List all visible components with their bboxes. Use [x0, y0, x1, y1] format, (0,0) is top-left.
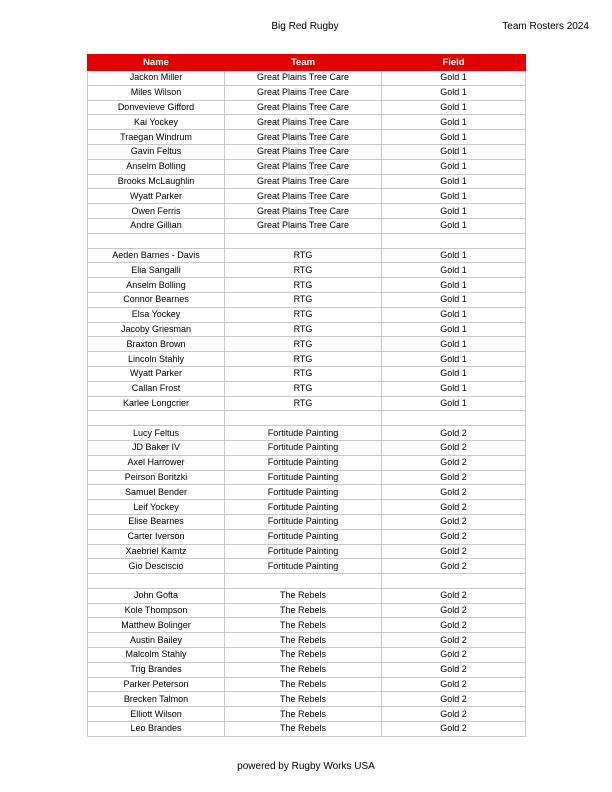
cell-team: Great Plains Tree Care [225, 115, 382, 130]
cell-field: Gold 2 [382, 648, 526, 663]
cell-team: The Rebels [225, 677, 382, 692]
cell-team: The Rebels [225, 692, 382, 707]
cell-team: Great Plains Tree Care [225, 159, 382, 174]
cell-name: Trig Brandes [88, 662, 225, 677]
cell-team: RTG [225, 292, 382, 307]
cell-field: Gold 1 [382, 278, 526, 293]
table-row [88, 559, 526, 574]
cell-team: RTG [225, 396, 382, 411]
cell-field [382, 411, 526, 426]
cell-field: Gold 2 [382, 603, 526, 618]
table-row [88, 189, 526, 204]
cell-team: Fortitude Painting [225, 455, 382, 470]
cell-team: The Rebels [225, 648, 382, 663]
cell-field: Gold 1 [382, 174, 526, 189]
cell-field: Gold 1 [382, 115, 526, 130]
cell-team: The Rebels [225, 662, 382, 677]
cell-team: Fortitude Painting [225, 529, 382, 544]
cell-field: Gold 2 [382, 514, 526, 529]
cell-name: Braxton Brown [88, 337, 225, 352]
cell-field: Gold 1 [382, 322, 526, 337]
cell-field: Gold 1 [382, 218, 526, 233]
cell-name: Callan Frost [88, 381, 225, 396]
cell-team: Fortitude Painting [225, 500, 382, 515]
table-header-row [88, 55, 526, 71]
cell-field: Gold 1 [382, 292, 526, 307]
cell-team: Fortitude Painting [225, 544, 382, 559]
cell-name: Owen Ferris [88, 204, 225, 219]
cell-name: Carter Iverson [88, 529, 225, 544]
cell-team: RTG [225, 248, 382, 263]
cell-name: Aeden Barnes - Davis [88, 248, 225, 263]
cell-team: Fortitude Painting [225, 426, 382, 441]
cell-team: Great Plains Tree Care [225, 174, 382, 189]
cell-field: Gold 1 [382, 337, 526, 352]
cell-field: Gold 2 [382, 618, 526, 633]
cell-field: Gold 2 [382, 662, 526, 677]
table-row [88, 500, 526, 515]
footer-credit: powered by Rugby Works USA [237, 761, 375, 772]
table-row [88, 218, 526, 233]
column-header-team: Team [225, 55, 382, 71]
cell-name: Anselm Bolling [88, 159, 225, 174]
cell-field: Gold 1 [382, 307, 526, 322]
cell-name: Traegan Windrum [88, 130, 225, 145]
cell-field: Gold 2 [382, 633, 526, 648]
cell-team: Fortitude Painting [225, 470, 382, 485]
table-row [88, 529, 526, 544]
cell-field: Gold 1 [382, 130, 526, 145]
cell-field: Gold 2 [382, 470, 526, 485]
cell-name: Jacoby Griesman [88, 322, 225, 337]
cell-team: RTG [225, 322, 382, 337]
table-body [88, 71, 526, 737]
table-row [88, 544, 526, 559]
cell-team: Great Plains Tree Care [225, 144, 382, 159]
cell-field: Gold 1 [382, 85, 526, 100]
cell-name: Connor Bearnes [88, 292, 225, 307]
table-row [88, 352, 526, 367]
cell-name: Samuel Bender [88, 485, 225, 500]
cell-team: Fortitude Painting [225, 485, 382, 500]
column-header-name: Name [88, 55, 225, 71]
cell-name: Austin Bailey [88, 633, 225, 648]
cell-field [382, 233, 526, 248]
table-row [88, 588, 526, 603]
cell-name: Xaebriel Kamtz [88, 544, 225, 559]
table-row [88, 159, 526, 174]
table-row [88, 662, 526, 677]
cell-name: Lincoln Stahly [88, 352, 225, 367]
table-row [88, 71, 526, 86]
cell-name [88, 233, 225, 248]
cell-name: Brecken Talmon [88, 692, 225, 707]
cell-team: Great Plains Tree Care [225, 189, 382, 204]
cell-name: Elia Sangalli [88, 263, 225, 278]
cell-field [382, 574, 526, 589]
cell-name [88, 574, 225, 589]
cell-team: The Rebels [225, 633, 382, 648]
cell-field: Gold 2 [382, 707, 526, 722]
table-row [88, 722, 526, 737]
cell-name: John Gofta [88, 588, 225, 603]
table-row [88, 292, 526, 307]
cell-field: Gold 2 [382, 529, 526, 544]
cell-field: Gold 2 [382, 677, 526, 692]
cell-field: Gold 2 [382, 455, 526, 470]
cell-name: Leo Brandes [88, 722, 225, 737]
table-row [88, 278, 526, 293]
document-subtitle: Team Rosters 2024 [502, 21, 589, 32]
cell-team: Fortitude Painting [225, 559, 382, 574]
cell-name: Matthew Bolinger [88, 618, 225, 633]
cell-name: Lucy Feltus [88, 426, 225, 441]
cell-name: Elise Bearnes [88, 514, 225, 529]
cell-name: Brooks McLaughlin [88, 174, 225, 189]
cell-name: Karlee Longcrier [88, 396, 225, 411]
cell-field: Gold 2 [382, 722, 526, 737]
table-row [88, 322, 526, 337]
cell-name: Wyatt Parker [88, 366, 225, 381]
cell-team: RTG [225, 352, 382, 367]
roster-table [87, 54, 526, 737]
cell-field: Gold 2 [382, 544, 526, 559]
cell-name: Jackon Miller [88, 71, 225, 86]
cell-field: Gold 2 [382, 485, 526, 500]
cell-name: Malcolm Stahly [88, 648, 225, 663]
cell-field: Gold 1 [382, 204, 526, 219]
table-row [88, 85, 526, 100]
cell-field: Gold 2 [382, 500, 526, 515]
table-row [88, 677, 526, 692]
table-row [88, 233, 526, 248]
cell-team: RTG [225, 366, 382, 381]
table-row [88, 633, 526, 648]
table-row [88, 603, 526, 618]
cell-field: Gold 2 [382, 426, 526, 441]
cell-name: Donvevieve Gifford [88, 100, 225, 115]
cell-team: Great Plains Tree Care [225, 204, 382, 219]
table-row [88, 248, 526, 263]
cell-field: Gold 2 [382, 440, 526, 455]
cell-name: Elsa Yockey [88, 307, 225, 322]
table-row [88, 455, 526, 470]
document-title: Big Red Rugby [271, 21, 339, 32]
cell-field: Gold 1 [382, 71, 526, 86]
table-row [88, 144, 526, 159]
cell-field: Gold 1 [382, 381, 526, 396]
table-row [88, 648, 526, 663]
table-row [88, 204, 526, 219]
cell-field: Gold 2 [382, 559, 526, 574]
cell-team [225, 411, 382, 426]
cell-name: Kai Yockey [88, 115, 225, 130]
cell-name: Andre Gillian [88, 218, 225, 233]
cell-field: Gold 1 [382, 352, 526, 367]
table-row [88, 381, 526, 396]
cell-team [225, 233, 382, 248]
cell-name: JD Baker IV [88, 440, 225, 455]
cell-team: Great Plains Tree Care [225, 100, 382, 115]
cell-field: Gold 1 [382, 366, 526, 381]
cell-field: Gold 1 [382, 396, 526, 411]
cell-name: Kole Thompson [88, 603, 225, 618]
cell-team: RTG [225, 337, 382, 352]
cell-field: Gold 2 [382, 588, 526, 603]
cell-team: RTG [225, 307, 382, 322]
cell-team: RTG [225, 263, 382, 278]
cell-team: Great Plains Tree Care [225, 71, 382, 86]
cell-team: RTG [225, 381, 382, 396]
table-row [88, 707, 526, 722]
table-row [88, 440, 526, 455]
table-row [88, 337, 526, 352]
cell-team [225, 574, 382, 589]
cell-team: Great Plains Tree Care [225, 218, 382, 233]
table-row [88, 574, 526, 589]
table-row [88, 426, 526, 441]
cell-name: Elliott Wilson [88, 707, 225, 722]
table-row [88, 174, 526, 189]
cell-name: Gio Desciscio [88, 559, 225, 574]
cell-team: RTG [225, 278, 382, 293]
cell-team: The Rebels [225, 603, 382, 618]
cell-field: Gold 1 [382, 159, 526, 174]
cell-field: Gold 1 [382, 100, 526, 115]
table-row [88, 692, 526, 707]
cell-name: Axel Harrower [88, 455, 225, 470]
cell-team: The Rebels [225, 588, 382, 603]
cell-name: Parker Peterson [88, 677, 225, 692]
table-row [88, 130, 526, 145]
cell-name [88, 411, 225, 426]
cell-field: Gold 1 [382, 189, 526, 204]
cell-name: Anselm Bolling [88, 278, 225, 293]
cell-name: Wyatt Parker [88, 189, 225, 204]
cell-field: Gold 1 [382, 263, 526, 278]
table-row [88, 263, 526, 278]
table-row [88, 366, 526, 381]
cell-team: The Rebels [225, 618, 382, 633]
cell-team: Great Plains Tree Care [225, 130, 382, 145]
table-row [88, 470, 526, 485]
cell-name: Leif Yockey [88, 500, 225, 515]
cell-field: Gold 1 [382, 248, 526, 263]
table-row [88, 115, 526, 130]
cell-team: The Rebels [225, 722, 382, 737]
cell-name: Gavin Feltus [88, 144, 225, 159]
table-row [88, 485, 526, 500]
cell-team: The Rebels [225, 707, 382, 722]
table-row [88, 514, 526, 529]
table-row [88, 396, 526, 411]
table-row [88, 411, 526, 426]
cell-team: Fortitude Painting [225, 440, 382, 455]
cell-name: Miles Wilson [88, 85, 225, 100]
table-row [88, 618, 526, 633]
cell-field: Gold 2 [382, 692, 526, 707]
cell-team: Great Plains Tree Care [225, 85, 382, 100]
cell-name: Peirson Boritzki [88, 470, 225, 485]
cell-team: Fortitude Painting [225, 514, 382, 529]
table-row [88, 307, 526, 322]
column-header-field: Field [382, 55, 526, 71]
cell-field: Gold 1 [382, 144, 526, 159]
table-row [88, 100, 526, 115]
